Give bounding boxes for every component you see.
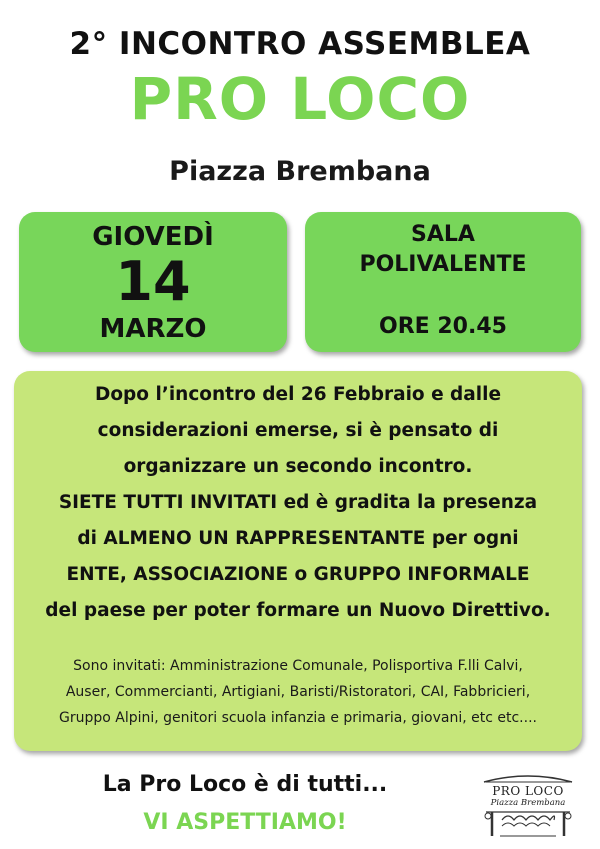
event-title: 2° INCONTRO ASSEMBLEA <box>69 26 531 62</box>
invited-line: Sono invitati: Amministrazione Comunale, Polisportiva F.lli Calvi, <box>73 658 523 674</box>
description-text <box>24 377 572 629</box>
description-box <box>14 371 582 751</box>
description-line: di ALMENO UN RAPPRESENTANTE per ogni <box>77 528 519 549</box>
description-line: Dopo l’incontro del 26 Febbraio e dalle <box>94 384 502 405</box>
invited-line: Gruppo Alpini, genitori scuola infanzia e primaria, giovani, etc etc.... <box>58 710 537 726</box>
organization-name: PRO LOCO <box>129 65 471 133</box>
venue-box <box>305 212 581 352</box>
event-time: ORE 20.45 <box>379 314 507 339</box>
description-line: del paese per poter formare un Nuovo Direttivo. <box>45 600 551 621</box>
date-box <box>19 212 287 352</box>
venue-line-2: POLIVALENTE <box>359 252 527 277</box>
pro-loco-logo <box>478 772 578 842</box>
date-day-number: 14 <box>115 250 191 313</box>
date-month: MARZO <box>99 314 207 344</box>
description-line: ENTE, ASSOCIAZIONE o GRUPPO INFORMALE <box>66 564 530 585</box>
description-line: organizzare un secondo incontro. <box>123 456 473 477</box>
location-name: Piazza Brembana <box>169 156 431 187</box>
description-line: SIETE TUTTI INVITATI ed è gradita la presenza <box>58 492 538 513</box>
date-weekday: GIOVEDÌ <box>92 222 214 252</box>
invited-list <box>20 653 576 731</box>
venue-line-1: SALA <box>411 222 475 247</box>
logo-subtext: Piazza Brembana <box>490 798 566 808</box>
description-line: considerazioni emerse, si è pensato di <box>97 420 499 441</box>
footer-call-to-action: VI ASPETTIAMO! <box>143 810 347 835</box>
invited-line: Auser, Commercianti, Artigiani, Baristi/Ristoratori, CAI, Fabbricieri, <box>65 684 531 700</box>
logo-text: PRO LOCO <box>492 784 564 798</box>
footer-tagline: La Pro Loco è di tutti... <box>102 772 388 797</box>
